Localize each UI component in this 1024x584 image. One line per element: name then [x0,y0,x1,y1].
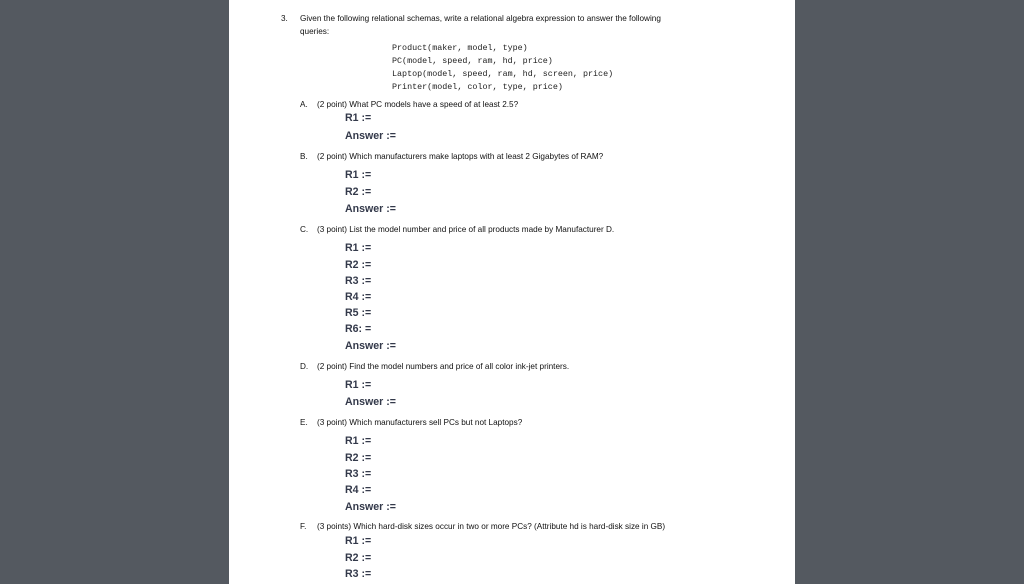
question-number: 3. [281,14,288,23]
part-c-r2: R2 := [345,259,372,271]
part-b-answer: Answer := [345,203,396,215]
part-e-r4: R4 := [345,484,372,496]
part-c-answer: Answer := [345,340,396,352]
part-d-question: (2 point) Find the model numbers and price of all color ink-jet printers. [317,362,570,371]
part-a-answer: Answer := [345,130,396,142]
schema-pc: PC(model, speed, ram, hd, price) [392,56,553,66]
schema-laptop: Laptop(model, speed, ram, hd, screen, price) [392,69,614,79]
part-e-r2: R2 := [345,452,372,464]
part-a-question: (2 point) What PC models have a speed of at least 2.5? [317,100,519,109]
question-text-line2: queries: [300,27,330,36]
part-a-label: A. [300,100,308,109]
part-f-question: (3 points) Which hard-disk sizes occur in two or more PCs? (Attribute hd is hard-disk size in GB) [317,522,666,531]
part-a-r1: R1 := [345,112,372,124]
part-b-r1: R1 := [345,169,372,181]
part-c-r3: R3 := [345,275,372,287]
document-page [229,0,795,584]
part-c-label: C. [300,225,309,234]
part-f-label: F. [300,522,307,531]
part-f-r2: R2 := [345,552,372,564]
part-d-label: D. [300,362,309,371]
part-c-r6: R6: = [345,323,372,335]
schema-printer: Printer(model, color, type, price) [392,82,563,92]
part-e-r1: R1 := [345,435,372,447]
question-text-line1: Given the following relational schemas, write a relational algebra expression to answer the following [300,14,661,23]
schema-product: Product(maker, model, type) [392,43,528,53]
part-e-r3: R3 := [345,468,372,480]
part-c-question: (3 point) List the model number and price of all products made by Manufacturer D. [317,225,615,234]
part-b-question: (2 point) Which manufacturers make laptops with at least 2 Gigabytes of RAM? [317,152,604,161]
part-c-r5: R5 := [345,307,372,319]
part-e-question: (3 point) Which manufacturers sell PCs but not Laptops? [317,418,523,427]
part-b-label: B. [300,152,308,161]
part-b-r2: R2 := [345,186,372,198]
part-e-answer: Answer := [345,501,396,513]
part-c-r1: R1 := [345,242,372,254]
part-f-r1: R1 := [345,535,372,547]
part-e-label: E. [300,418,308,427]
part-d-answer: Answer := [345,396,396,408]
part-f-r3: R3 := [345,568,372,580]
part-c-r4: R4 := [345,291,372,303]
part-d-r1: R1 := [345,379,372,391]
